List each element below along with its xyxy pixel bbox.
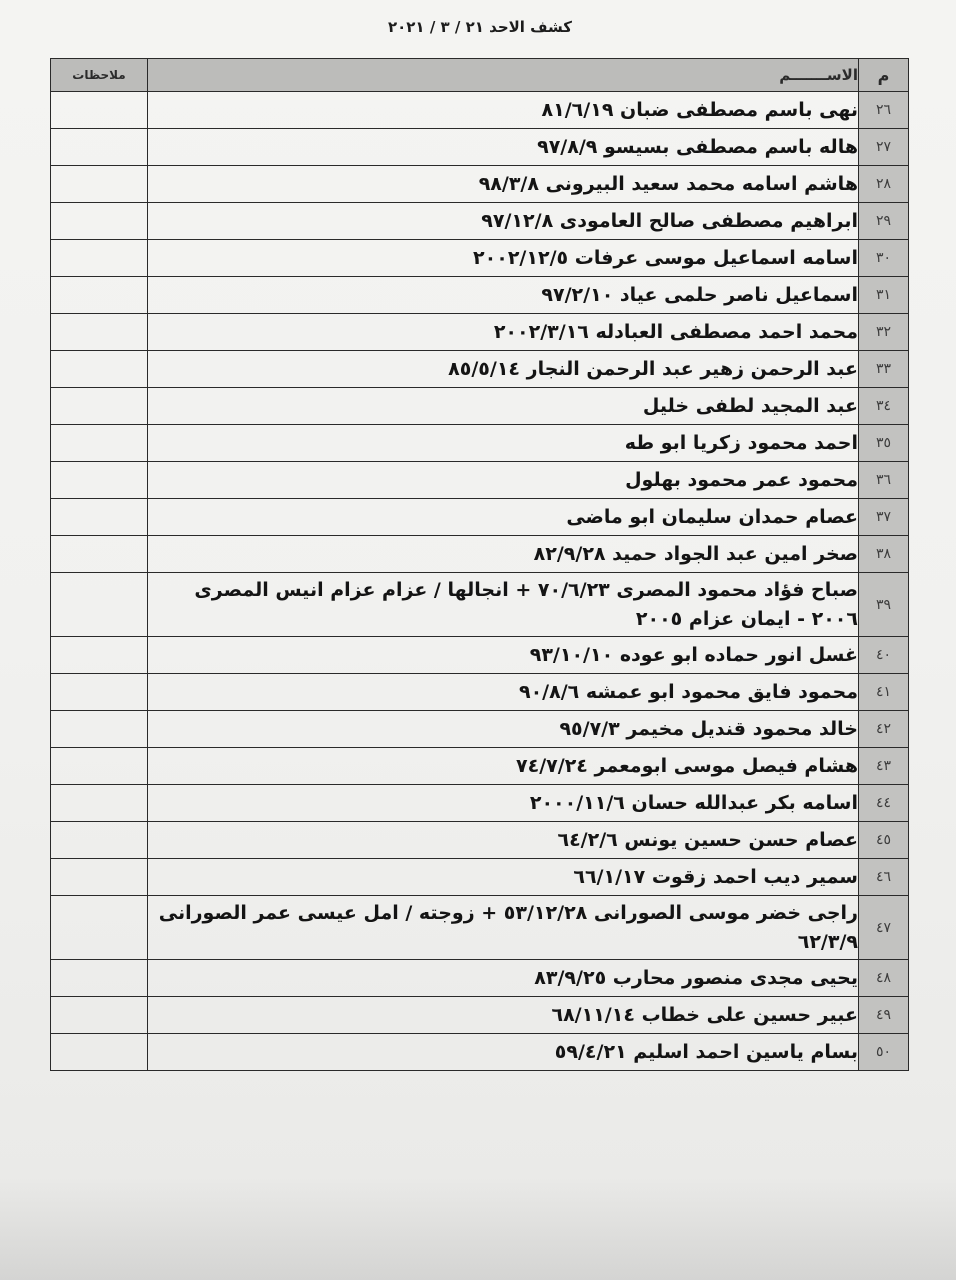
row-name: خالد محمود قنديل مخيمر ٩٥/٧/٣ xyxy=(148,711,859,748)
table-row xyxy=(51,997,909,1034)
row-name: صباح فؤاد محمود المصرى ٧٠/٦/٢٣ + انجالها / عزام عزام انيس المصرى ٢٠٠٦ - ايمان عزام ٢٠٠٥ xyxy=(148,573,859,637)
row-name: هشام فيصل موسى ابومعمر ٧٤/٧/٢٤ xyxy=(148,748,859,785)
row-notes xyxy=(51,822,148,859)
row-notes xyxy=(51,711,148,748)
table-row xyxy=(51,462,909,499)
row-number: ٢٩ xyxy=(859,203,909,240)
roster-table xyxy=(50,58,909,1071)
row-notes xyxy=(51,748,148,785)
header-notes: ملاحظات xyxy=(51,59,148,92)
row-notes xyxy=(51,785,148,822)
row-notes xyxy=(51,314,148,351)
row-number: ٤٢ xyxy=(859,711,909,748)
table-row xyxy=(51,203,909,240)
row-name: صخر امين عبد الجواد حميد ٨٢/٩/٢٨ xyxy=(148,536,859,573)
row-name: سمير ديب احمد زقوت ٦٦/١/١٧ xyxy=(148,859,859,896)
row-notes xyxy=(51,859,148,896)
table-row xyxy=(51,314,909,351)
row-name: اسامه بكر عبدالله حسان ٢٠٠٠/١١/٦ xyxy=(148,785,859,822)
row-notes xyxy=(51,203,148,240)
row-number: ٤٤ xyxy=(859,785,909,822)
row-name: راجى خضر موسى الصورانى ٥٣/١٢/٢٨ + زوجته / امل عيسى عمر الصورانى ٦٢/٣/٩ xyxy=(148,896,859,960)
table-row xyxy=(51,277,909,314)
document-title: كشف الاحد ٢١ / ٣ / ٢٠٢١ xyxy=(387,18,573,36)
row-notes xyxy=(51,388,148,425)
row-name: يحيى مجدى منصور محارب ٨٣/٩/٢٥ xyxy=(148,960,859,997)
row-number: ٣٤ xyxy=(859,388,909,425)
table-row xyxy=(51,785,909,822)
page-shadow xyxy=(0,1175,956,1280)
row-name: اسماعيل ناصر حلمى عياد ٩٧/٢/١٠ xyxy=(148,277,859,314)
row-name: اسامه اسماعيل موسى عرفات ٢٠٠٢/١٢/٥ xyxy=(148,240,859,277)
roster-body xyxy=(51,92,909,1071)
row-number: ٢٦ xyxy=(859,92,909,129)
row-notes xyxy=(51,499,148,536)
table-row xyxy=(51,573,909,637)
row-number: ٤٨ xyxy=(859,960,909,997)
row-notes xyxy=(51,425,148,462)
header-number: م xyxy=(859,59,909,92)
row-number: ٣٦ xyxy=(859,462,909,499)
row-notes xyxy=(51,166,148,203)
table-row xyxy=(51,960,909,997)
row-number: ٢٨ xyxy=(859,166,909,203)
row-number: ٣٠ xyxy=(859,240,909,277)
row-number: ٣٢ xyxy=(859,314,909,351)
row-name: عصام حسن حسين يونس ٦٤/٢/٦ xyxy=(148,822,859,859)
row-number: ٤١ xyxy=(859,674,909,711)
table-row xyxy=(51,711,909,748)
table-row xyxy=(51,240,909,277)
table-row xyxy=(51,129,909,166)
table-row xyxy=(51,351,909,388)
row-notes xyxy=(51,240,148,277)
row-notes xyxy=(51,997,148,1034)
row-notes xyxy=(51,896,148,960)
row-number: ٤٦ xyxy=(859,859,909,896)
row-name: عبير حسين على خطاب ٦٨/١١/١٤ xyxy=(148,997,859,1034)
table-row xyxy=(51,388,909,425)
row-notes xyxy=(51,462,148,499)
row-notes xyxy=(51,1034,148,1071)
table-row xyxy=(51,1034,909,1071)
row-number: ٣٥ xyxy=(859,425,909,462)
row-number: ٤٠ xyxy=(859,637,909,674)
table-row xyxy=(51,859,909,896)
row-name: عبد الرحمن زهير عبد الرحمن النجار ٨٥/٥/١٤ xyxy=(148,351,859,388)
row-name: نهى باسم مصطفى ضبان ٨١/٦/١٩ xyxy=(148,92,859,129)
table-row xyxy=(51,748,909,785)
row-number: ٤٣ xyxy=(859,748,909,785)
row-name: عصام حمدان سليمان ابو ماضى xyxy=(148,499,859,536)
row-notes xyxy=(51,351,148,388)
row-notes xyxy=(51,92,148,129)
table-row xyxy=(51,536,909,573)
table-row xyxy=(51,92,909,129)
row-name: محمد احمد مصطفى العبادله ٢٠٠٢/٣/١٦ xyxy=(148,314,859,351)
row-name: ابراهيم مصطفى صالح العامودى ٩٧/١٢/٨ xyxy=(148,203,859,240)
table-header-row xyxy=(51,59,909,92)
row-number: ٣٨ xyxy=(859,536,909,573)
row-notes xyxy=(51,536,148,573)
row-number: ٢٧ xyxy=(859,129,909,166)
row-name: احمد محمود زكريا ابو طه xyxy=(148,425,859,462)
table-row xyxy=(51,896,909,960)
row-name: محمود فايق محمود ابو عمشه ٩٠/٨/٦ xyxy=(148,674,859,711)
row-number: ٣٩ xyxy=(859,573,909,637)
row-notes xyxy=(51,129,148,166)
row-number: ٤٥ xyxy=(859,822,909,859)
table-row xyxy=(51,425,909,462)
row-notes xyxy=(51,674,148,711)
row-notes xyxy=(51,573,148,637)
row-name: عبد المجيد لطفى خليل xyxy=(148,388,859,425)
row-name: محمود عمر محمود بهلول xyxy=(148,462,859,499)
row-number: ٣٣ xyxy=(859,351,909,388)
row-name: هاله باسم مصطفى بسيسو ٩٧/٨/٩ xyxy=(148,129,859,166)
row-number: ٣٧ xyxy=(859,499,909,536)
table-row xyxy=(51,166,909,203)
row-number: ٣١ xyxy=(859,277,909,314)
table-row xyxy=(51,822,909,859)
table-row xyxy=(51,499,909,536)
table-row xyxy=(51,674,909,711)
table-row xyxy=(51,637,909,674)
row-number: ٥٠ xyxy=(859,1034,909,1071)
row-number: ٤٧ xyxy=(859,896,909,960)
header-name: الاســـــــم xyxy=(148,59,859,92)
row-name: هاشم اسامه محمد سعيد البيرونى ٩٨/٣/٨ xyxy=(148,166,859,203)
row-notes xyxy=(51,277,148,314)
row-notes xyxy=(51,637,148,674)
row-number: ٤٩ xyxy=(859,997,909,1034)
row-notes xyxy=(51,960,148,997)
row-name: بسام ياسين احمد اسليم ٥٩/٤/٢١ xyxy=(148,1034,859,1071)
row-name: غسل انور حماده ابو عوده ٩٣/١٠/١٠ xyxy=(148,637,859,674)
